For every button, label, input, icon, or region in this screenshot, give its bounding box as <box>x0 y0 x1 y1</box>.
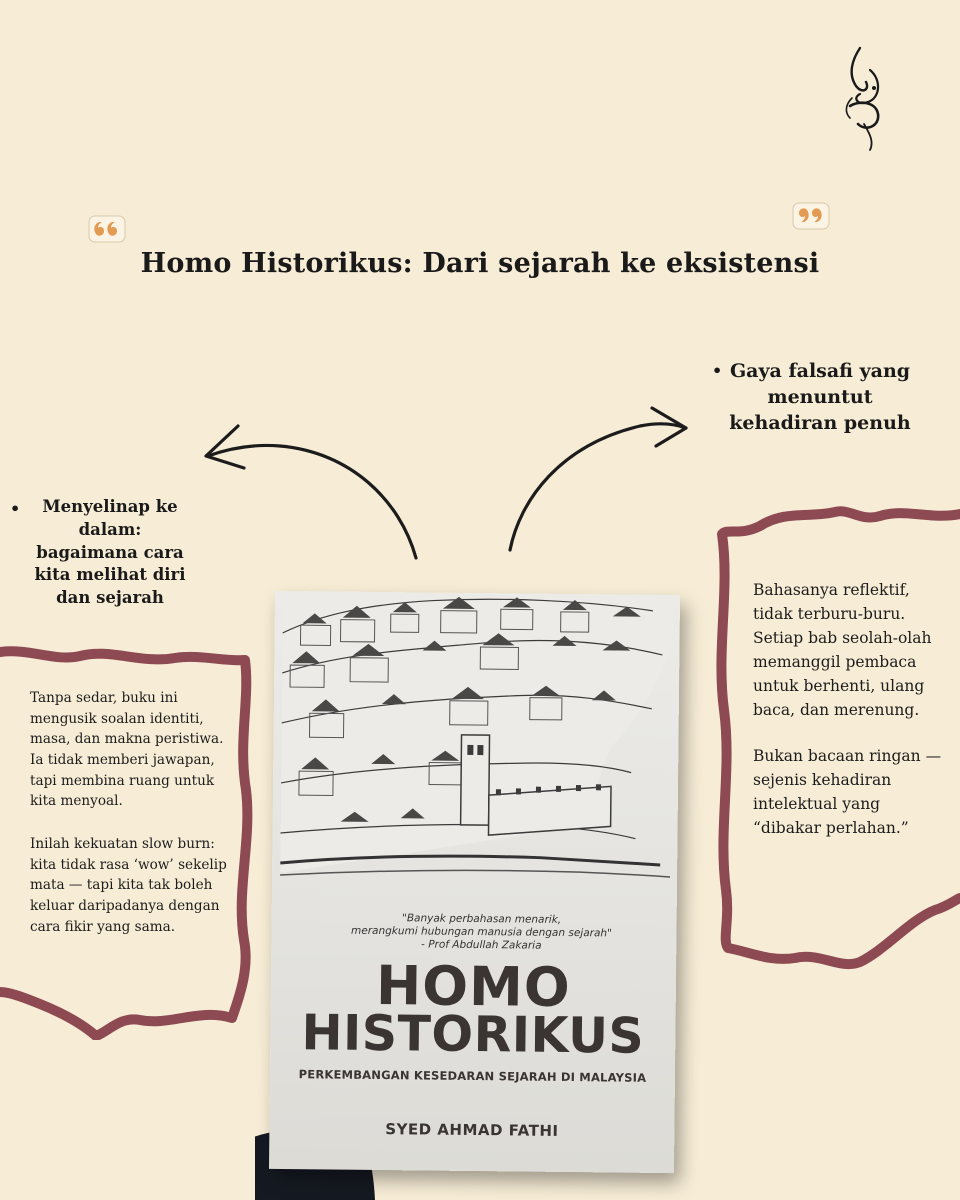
bullet-right <box>712 358 920 437</box>
close-quote-icon <box>792 200 832 232</box>
open-quote-icon <box>88 212 128 244</box>
right-paragraph-1: Bahasanya reflektif, tidak terburu-buru. Setiap bab seolah-olah memanggil pembaca untuk berhenti, ulang baca, dan merenung. <box>753 581 932 720</box>
right-paragraph-2: Bukan bacaan ringan — sejenis kehadiran intelektual yang “dibakar perlahan.” <box>753 747 942 838</box>
book-title-line2: HISTORIKUS <box>301 1004 645 1066</box>
book-author: SYED AHMAD FATHI <box>385 1120 559 1140</box>
book-cover <box>269 591 680 1173</box>
book-title-line1: HOMO <box>375 953 572 1020</box>
left-paragraph-2: Inilah kekuatan slow burn: kita tidak rasa ‘wow’ sekelip mata — tapi kita tak boleh keluar daripadanya dengan cara fikir yang sama. <box>30 835 227 935</box>
left-description <box>30 688 235 959</box>
calligraphy-logo-icon <box>830 40 900 155</box>
book-quote-line1: "Banyak perbahasan menarik, <box>401 912 562 926</box>
old-town-illustration <box>280 593 673 897</box>
page-title: Homo Historikus: Dari sejarah ke eksistensi <box>140 248 820 279</box>
book-quote-attribution: - Prof Abdullah Zakaria <box>421 938 542 952</box>
right-description <box>753 578 953 862</box>
bullet-dot-icon: • <box>712 361 723 380</box>
bullet-left <box>10 496 190 610</box>
bullet-right-text: Gaya falsafi yang menuntut kehadiran penuh <box>729 360 911 435</box>
book-endorsement <box>341 912 621 954</box>
book-title <box>270 953 676 1066</box>
bullet-dot-icon: • <box>10 499 21 518</box>
left-paragraph-1: Tanpa sedar, buku ini mengusik soalan identiti, masa, dan makna peristiwa. Ia tidak memberi jawapan, tapi membina ruang untuk kita menyoal. <box>30 690 224 810</box>
book-subtitle: PERKEMBANGAN KESEDARAN SEJARAH DI MALAYSIA <box>298 1067 647 1085</box>
book-quote-line2: merangkumi hubungan manusia dengan sejarah" <box>350 924 612 940</box>
bullet-left-text: Menyelinap ke dalam: bagaimana cara kita melihat diri dan sejarah <box>34 497 186 608</box>
left-arrow-icon <box>208 445 416 558</box>
